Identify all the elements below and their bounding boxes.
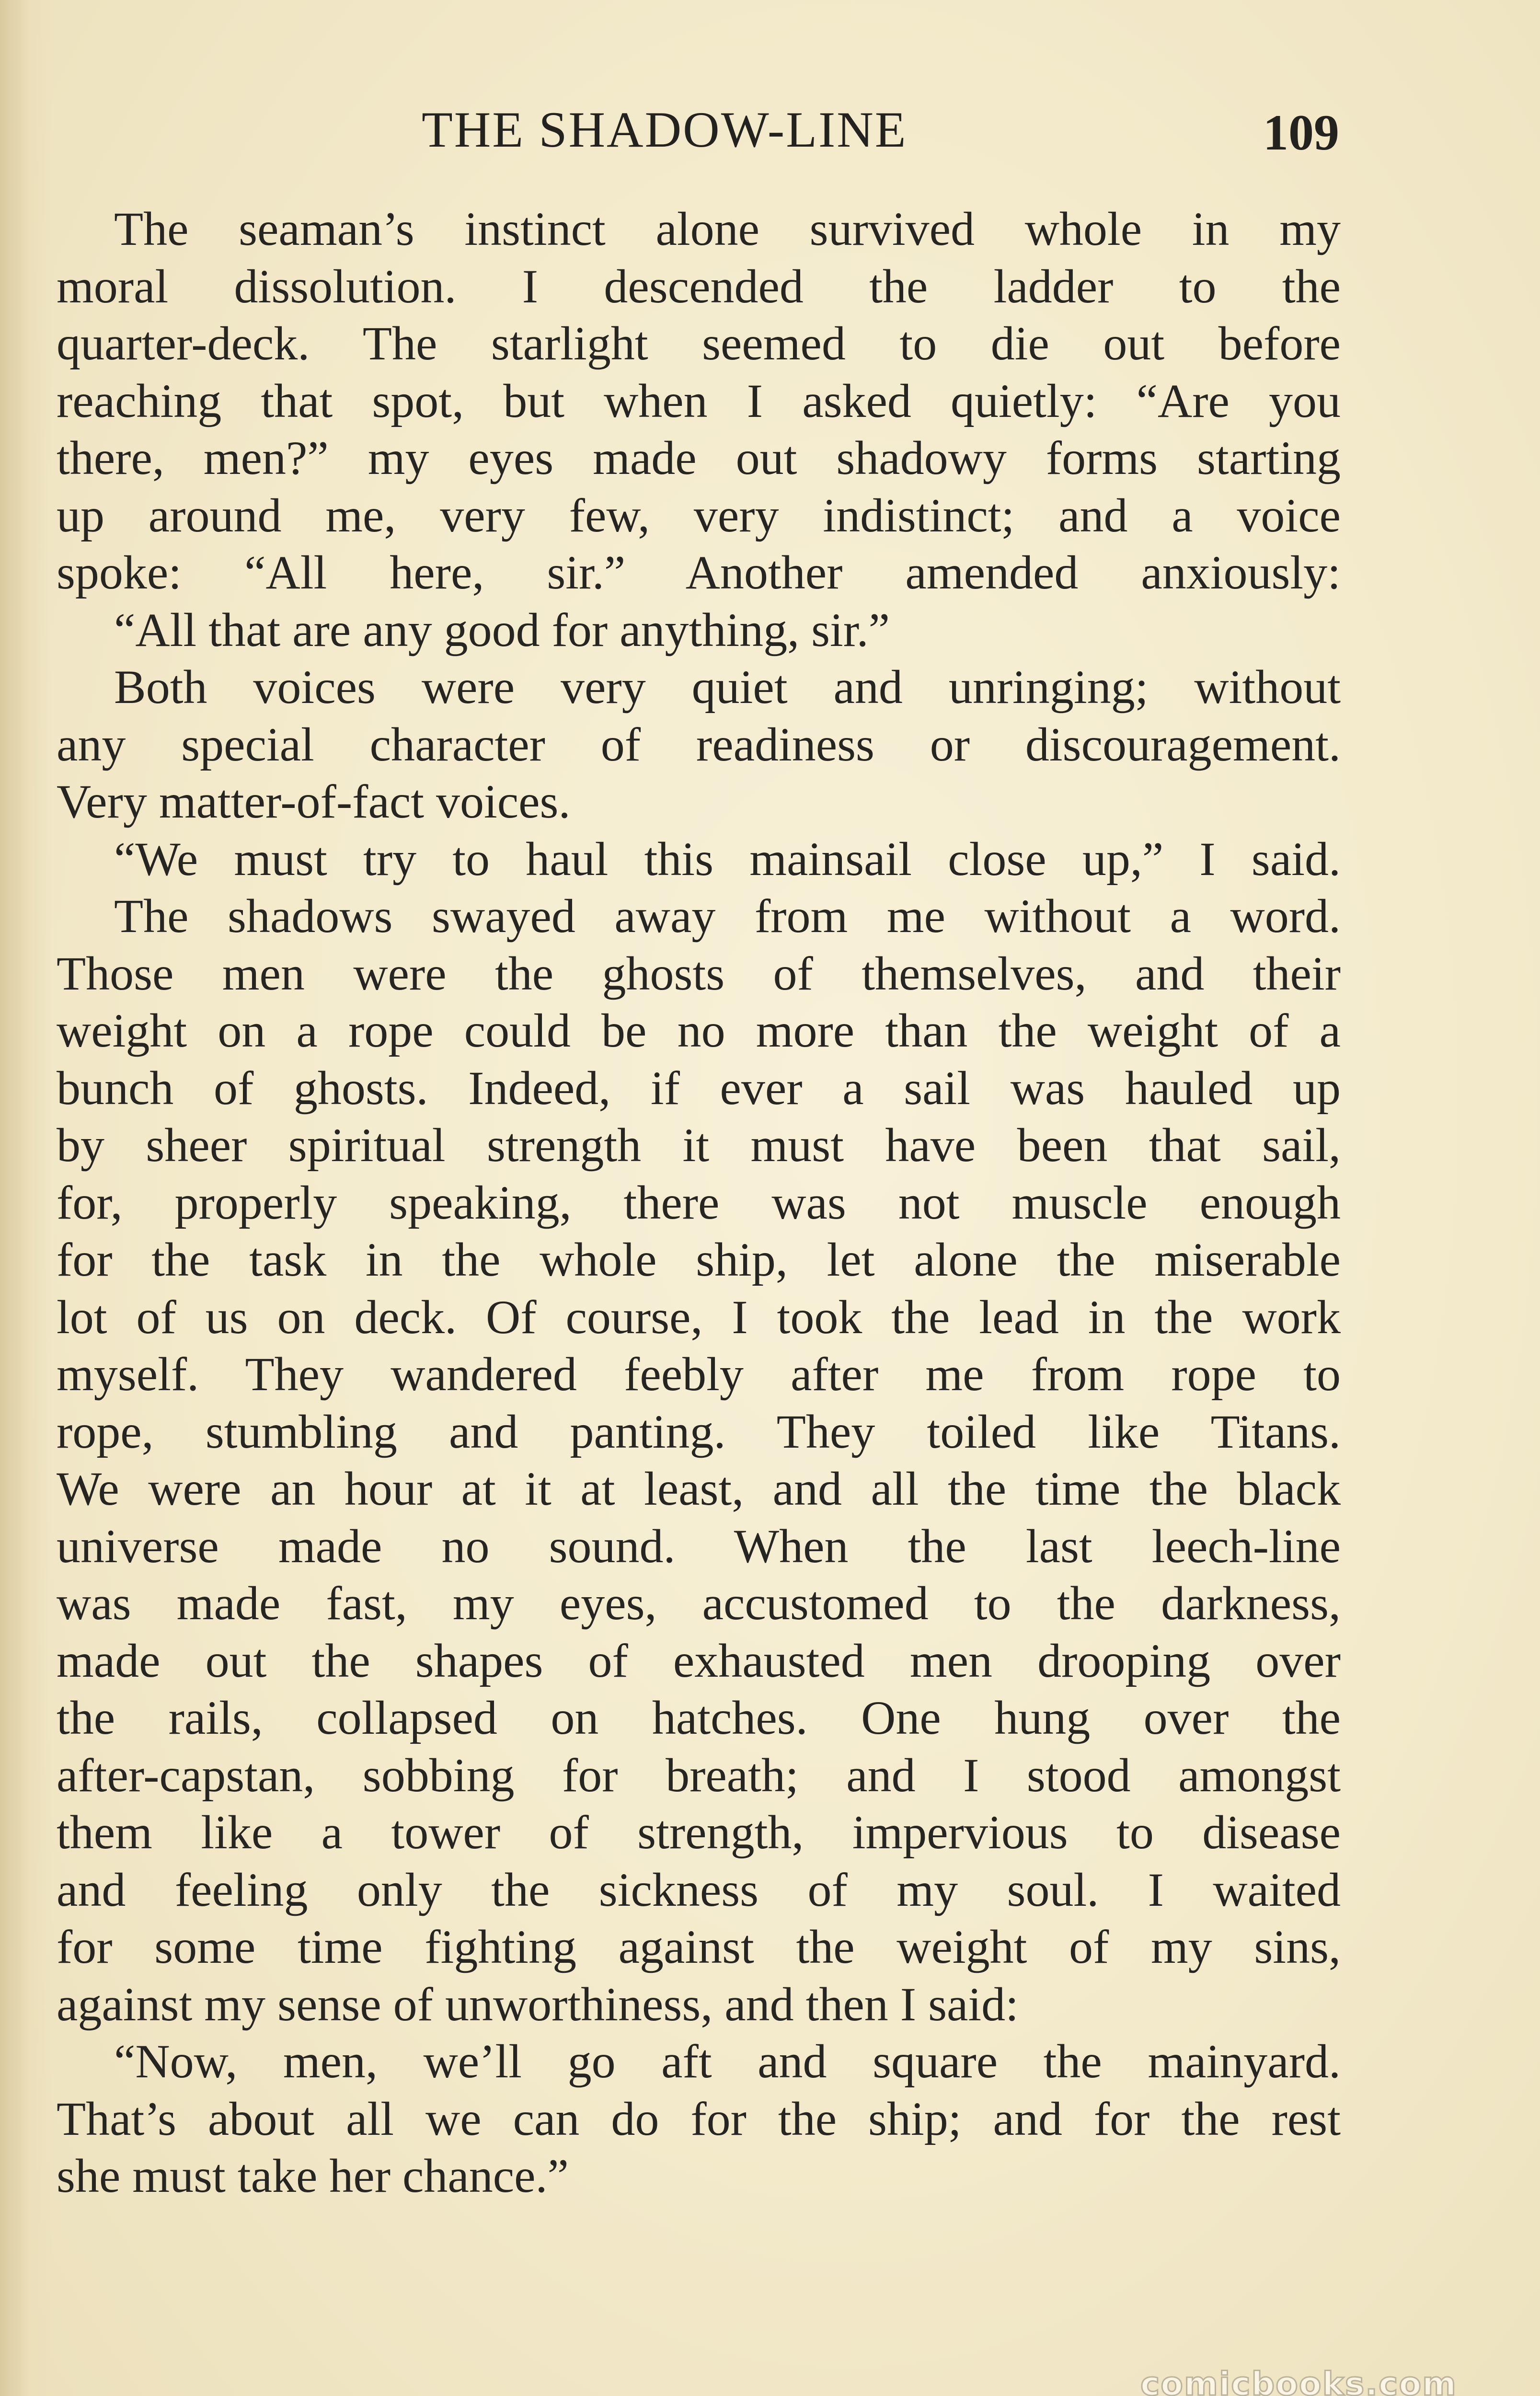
text-line: quarter-deck. The starlight seemed to die out before [57, 317, 1341, 370]
text-line: any special character of readiness or discouragement. [57, 717, 1341, 771]
text-line: lot of us on deck. Of course, I took the lead in the work [57, 1290, 1341, 1344]
text-line: universe made no sound. When the last leech-line [57, 1519, 1341, 1573]
text-line: against my sense of unworthiness, and then I said: [57, 1977, 1019, 2031]
text-line: The seaman’s instinct alone survived whole in my [114, 202, 1341, 255]
text-line: moral dissolution. I descended the ladder to the [57, 259, 1341, 313]
text-line: by sheer spiritual strength it must have been that sail, [57, 1118, 1341, 1172]
text-line: rope, stumbling and panting. They toiled like Titans. [57, 1405, 1341, 1458]
text-line: them like a tower of strength, impervious to disease [57, 1806, 1341, 1859]
text-line: she must take her chance.” [57, 2149, 569, 2202]
text-line: spoke: “All here, sir.” Another amended anxiously: [57, 546, 1341, 599]
running-title: THE SHADOW-LINE [422, 102, 908, 158]
text-line: bunch of ghosts. Indeed, if ever a sail was hauled up [57, 1061, 1341, 1115]
text-line: Both voices were very quiet and unringing; without [114, 660, 1341, 714]
text-line: “We must try to haul this mainsail close up,” I said. [114, 832, 1341, 886]
text-line: reaching that spot, but when I asked quietly: “Are you [57, 374, 1341, 427]
text-line: “Now, men, we’ll go aft and square the mainyard. [114, 2035, 1341, 2088]
text-line: and feeling only the sickness of my soul. I waited [57, 1863, 1341, 1916]
text-line: Very matter-of-fact voices. [57, 775, 571, 828]
text-line: That’s about all we can do for the ship; and for the rest [57, 2092, 1341, 2145]
text-line: up around me, very few, very indistinct; and a voice [57, 488, 1341, 542]
text-line: myself. They wandered feebly after me from rope to [57, 1348, 1341, 1401]
text-line: We were an hour at it at least, and all the time the black [57, 1462, 1341, 1515]
text-line: Those men were the ghosts of themselves, and their [57, 946, 1341, 1000]
page-number: 109 [1263, 104, 1339, 161]
text-line: after-capstan, sobbing for breath; and I stood amongst [57, 1748, 1341, 1802]
text-line: was made fast, my eyes, accustomed to the darkness, [57, 1577, 1341, 1630]
watermark: comicbooks.com [1140, 2365, 1458, 2396]
running-head [0, 101, 1540, 173]
text-line: for some time fighting against the weight of my sins, [57, 1920, 1341, 1973]
text-line: the rails, collapsed on hatches. One hung over the [57, 1691, 1341, 1744]
body-text [57, 200, 1341, 2205]
text-line: “All that are any good for anything, sir.” [114, 603, 890, 657]
text-line: weight on a rope could be no more than the weight of a [57, 1004, 1341, 1057]
text-line: for the task in the whole ship, let alone the miserable [57, 1233, 1341, 1286]
text-line: there, men?” my eyes made out shadowy forms starting [57, 431, 1341, 484]
text-line: for, properly speaking, there was not muscle enough [57, 1175, 1341, 1229]
page-edge [0, 0, 53, 2396]
text-line: made out the shapes of exhausted men drooping over [57, 1634, 1341, 1687]
text-line: The shadows swayed away from me without a word. [114, 889, 1341, 943]
